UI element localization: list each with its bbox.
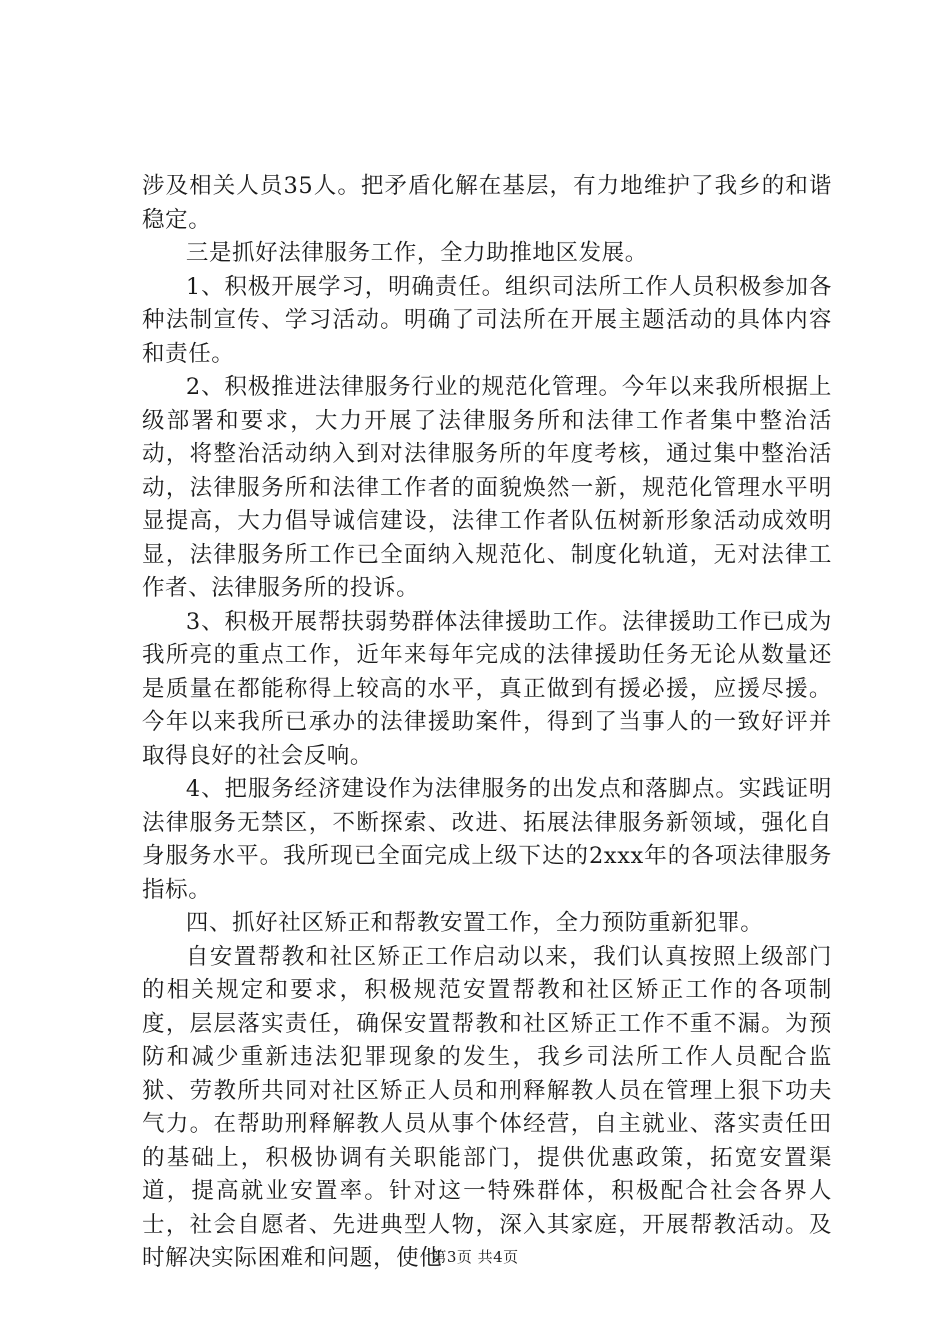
paragraph-item-4: 4、把服务经济建设作为法律服务的出发点和落脚点。实践证明法律服务无禁区，不断探索、改进、拓展法律服务新领域，强化自身服务水平。我所现已全面完成上级下达的2xxx年的各项法律服务指标。: [142, 776, 832, 903]
page-number-footer: 第3页 共4页: [431, 1248, 519, 1266]
paragraph-continuation: 涉及相关人员35人。把矛盾化解在基层，有力地维护了我乡的和谐稳定。: [142, 173, 832, 233]
section-heading-three: 三是抓好法律服务工作，全力助推地区发展。: [185, 240, 648, 266]
section-heading-four: 四、抓好社区矫正和帮教安置工作，全力预防重新犯罪。: [185, 910, 764, 936]
paragraph-item-3: 3、积极开展帮扶弱势群体法律援助工作。法律援助工作已成为我所亮的重点工作，近年来每年完成的法律援助任务无论从数量还是质量在都能称得上较高的水平，真正做到有援必援，应援尽援。今年以来我所已承办的法律援助案件，得到了当事人的一致好评并取得良好的社会反响。: [142, 608, 832, 769]
document-body: [142, 170, 832, 1276]
paragraph-item-1: 1、积极开展学习，明确责任。组织司法所工作人员积极参加各种法制宣传、学习活动。明确了司法所在开展主题活动的具体内容和责任。: [142, 273, 832, 367]
paragraph-item-2: 2、积极推进法律服务行业的规范化管理。今年以来我所根据上级部署和要求，大力开展了法律服务所和法律工作者集中整治活动，将整治活动纳入到对法律服务所的年度考核，通过集中整治活动，法律服务所和法律工作者的面貌焕然一新，规范化管理水平明显提高，大力倡导诚信建设，法律工作者队伍树新形象活动成效明显，法律服务所工作已全面纳入规范化、制度化轨道，无对法律工作者、法律服务所的投诉。: [142, 374, 832, 601]
paragraph-community-correction: 自安置帮教和社区矫正工作启动以来，我们认真按照上级部门的相关规定和要求，积极规范安置帮教和社区矫正工作的各项制度，层层落实责任，确保安置帮教和社区矫正工作不重不漏。为预防和减少重新违法犯罪现象的发生，我乡司法所工作人员配合监狱、劳教所共同对社区矫正人员和刑释解教人员在管理上狠下功夫气力。在帮助刑释解教人员从事个体经营，自主就业、落实责任田的基础上，积极协调有关职能部门，提供优惠政策，拓宽安置渠道，提高就业安置率。针对这一特殊群体，积极配合社会各界人士，社会自愿者、先进典型人物，深入其家庭，开展帮教活动。及时解决实际困难和问题，使他: [142, 943, 832, 1271]
